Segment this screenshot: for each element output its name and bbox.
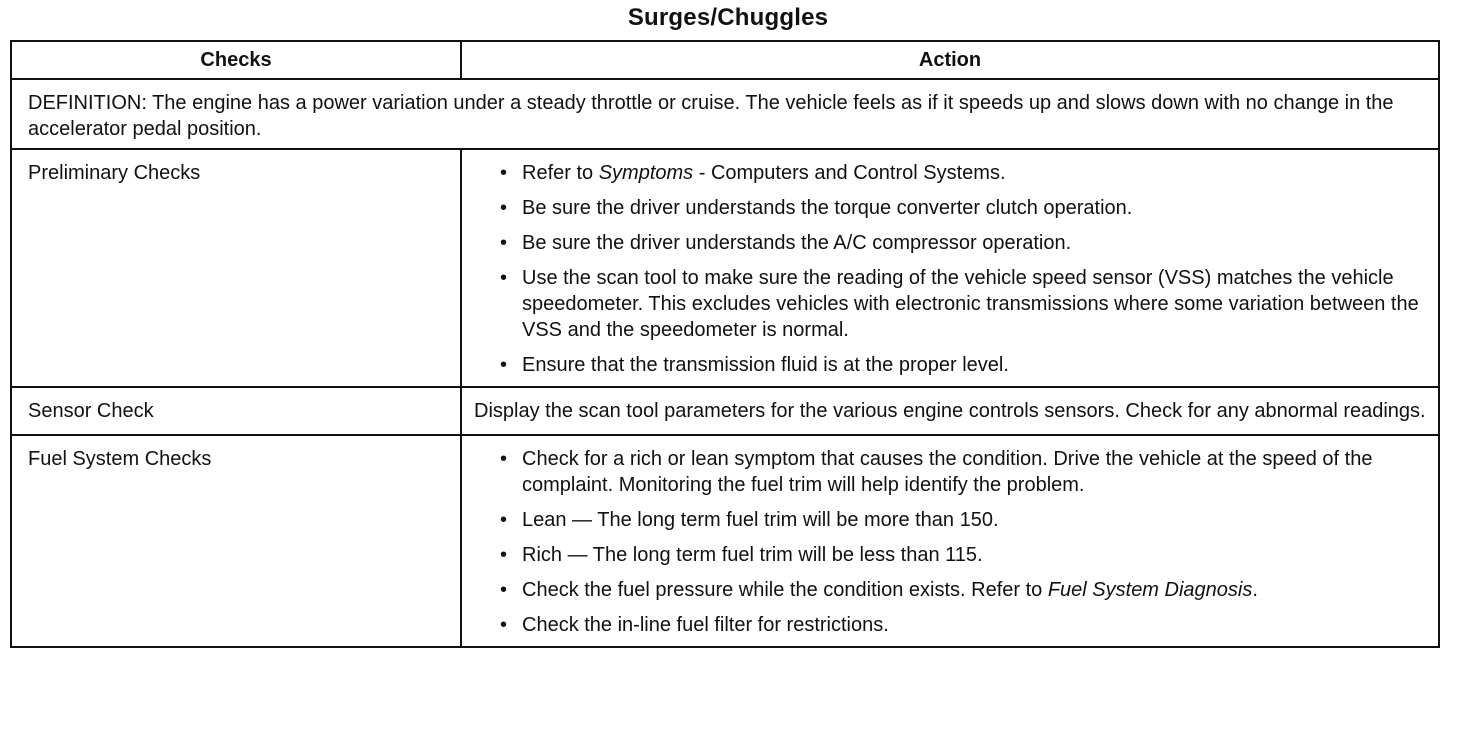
definition-row (11, 79, 1439, 149)
list-item: • Check the in-line fuel filter for restrictions. (474, 612, 1426, 638)
table-row-preliminary (11, 149, 1439, 387)
list-item: • Be sure the driver understands the A/C compressor operation. (474, 230, 1426, 256)
list-item: • Be sure the driver understands the torque converter clutch operation. (474, 195, 1426, 221)
list-item: • Rich — The long term fuel trim will be less than 115. (474, 542, 1426, 568)
list-item: • Use the scan tool to make sure the reading of the vehicle speed sensor (VSS) matches the vehicle speedometer. This excludes vehicles with electronic transmissions where some variation between the VSS and the speedometer is normal. (474, 265, 1426, 343)
table-row-sensor (11, 387, 1439, 435)
action-list (474, 160, 1426, 378)
action-cell (461, 435, 1439, 647)
list-item: • Ensure that the transmission fluid is at the proper level. (474, 352, 1426, 378)
table-row-fuel-system (11, 435, 1439, 647)
table-header-row (11, 41, 1439, 79)
page-title: Surges/Chuggles (627, 4, 829, 31)
list-item: • Check for a rich or lean symptom that causes the condition. Drive the vehicle at the speed of the complaint. Monitoring the fuel trim will help identify the problem. (474, 446, 1426, 498)
header-checks: Checks (11, 41, 461, 79)
check-label: Sensor Check (11, 387, 461, 435)
list-item: • Refer to Symptoms - Computers and Control Systems. (474, 160, 1426, 186)
list-item: • Check the fuel pressure while the condition exists. Refer to Fuel System Diagnosis. (474, 577, 1426, 603)
action-cell (461, 149, 1439, 387)
action-list (474, 446, 1426, 638)
check-label: Fuel System Checks (11, 435, 461, 647)
header-action: Action (461, 41, 1439, 79)
list-item: • Lean — The long term fuel trim will be more than 150. (474, 507, 1426, 533)
check-label: Preliminary Checks (11, 149, 461, 387)
definition-text: DEFINITION: The engine has a power variation under a steady throttle or cruise. The vehicle feels as if it speeds up and slows down with no change in the accelerator pedal position. (11, 79, 1439, 149)
diagnostic-table (10, 40, 1440, 648)
action-text: Display the scan tool parameters for the various engine controls sensors. Check for any abnormal readings. (461, 387, 1439, 435)
